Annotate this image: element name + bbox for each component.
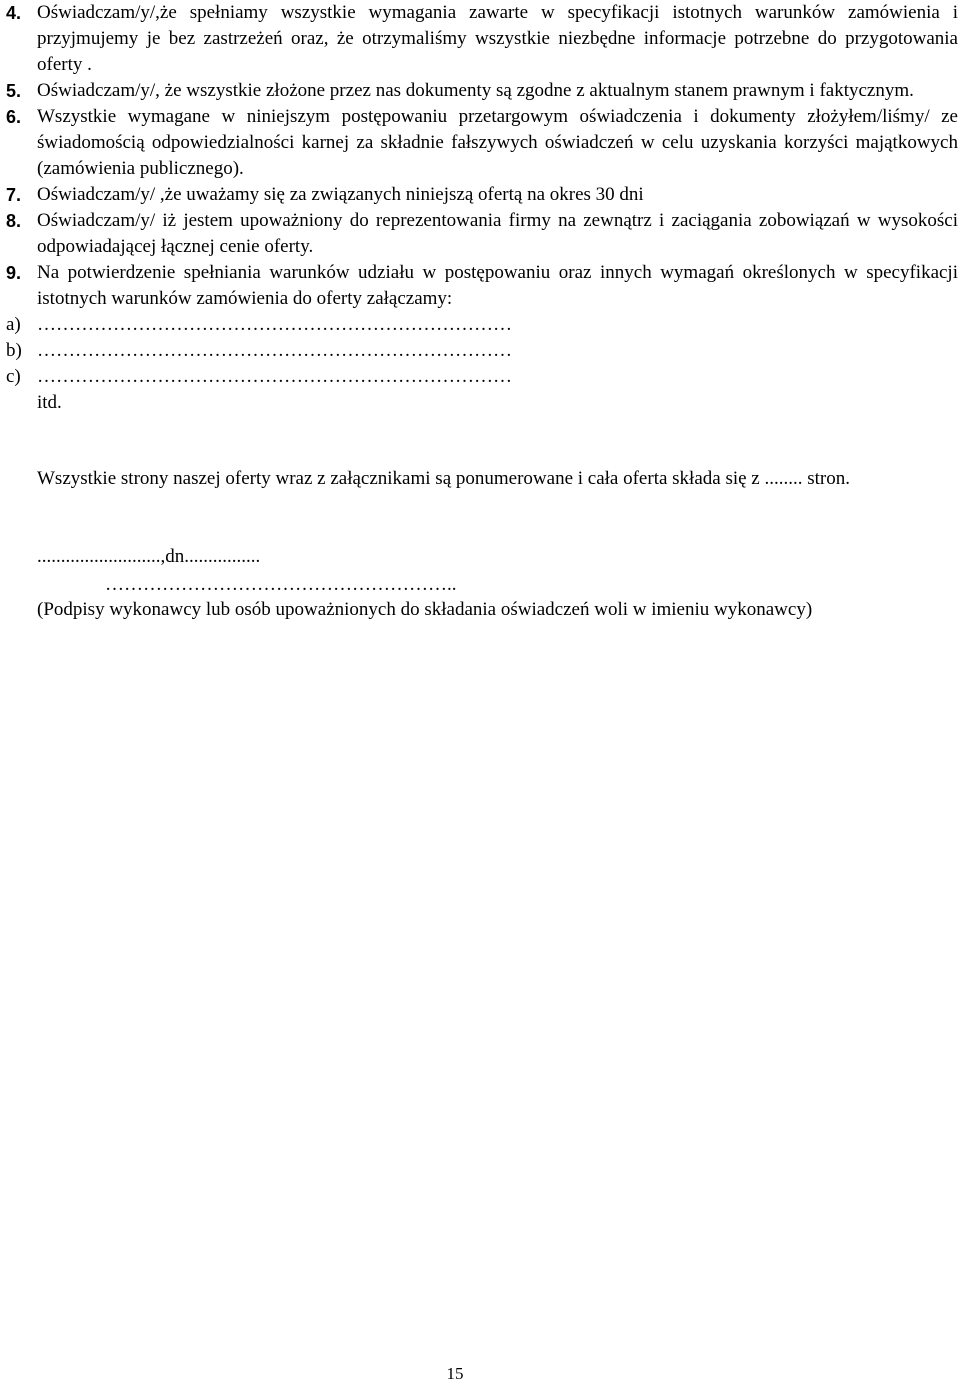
attachment-line-b — [6, 338, 958, 364]
item-number: 7. — [6, 185, 22, 205]
place-date-line: ..........................,dn................ — [37, 546, 261, 567]
declaration-item-6 — [6, 104, 958, 182]
item-number: 6. — [6, 107, 22, 127]
item-text: Wszystkie wymagane w niniejszym postępowaniu przetargowym oświadczenia i dokumenty złożyłem/liśmy/ ze świadomością odpowiedzialności karnej za składnie fałszywych oświadczeń w celu uzyskania korzyści majątkowych (zamówienia publicznego). — [37, 106, 958, 179]
attachment-letter: b) — [6, 340, 22, 361]
signature-caption: (Podpisy wykonawcy lub osób upoważnionych do składania oświadczeń woli w imieniu wykonawcy) — [37, 599, 813, 620]
item-number: 4. — [6, 3, 22, 23]
item-number: 8. — [6, 211, 22, 231]
item-text: Oświadczam/y/,że spełniamy wszystkie wymagania zawarte w specyfikacji istotnych warunków zamówienia i przyjmujemy je bez zastrzeżeń oraz, że otrzymaliśmy wszystkie niezbędne informacje potrzebne do przygotowania oferty . — [37, 2, 958, 75]
declaration-item-9 — [6, 260, 958, 312]
declaration-item-5 — [6, 78, 958, 104]
declaration-item-4 — [6, 0, 958, 78]
declarations-list — [6, 0, 958, 416]
attachment-letter: a) — [6, 314, 21, 335]
item-text: Oświadczam/y/ ,że uważamy się za związanych niniejszą ofertą na okres 30 dni — [37, 184, 644, 205]
item-text: Na potwierdzenie spełniania warunków udziału w postępowaniu oraz innych wymagań określonych w specyfikacji istotnych warunków zamówienia do oferty załączamy: — [37, 262, 958, 309]
item-text: Oświadczam/y/ iż jestem upoważniony do reprezentowania firmy na zewnątrz i zaciągania zobowiązań w wysokości odpowiadającej łącznej cenie oferty. — [37, 210, 958, 257]
page-count-statement: Wszystkie strony naszej oferty wraz z załącznikami są ponumerowane i cała oferta składa się z ........ stron. — [37, 468, 850, 489]
declaration-item-8 — [6, 208, 958, 260]
page-number: 15 — [446, 1364, 464, 1383]
attachment-blank: ………………………………………………………………… — [37, 340, 512, 361]
attachment-line-c — [6, 364, 958, 390]
attachment-line-a — [6, 312, 958, 338]
item-number: 5. — [6, 81, 22, 101]
attachment-etc: itd. — [37, 392, 62, 413]
attachment-letter: c) — [6, 366, 21, 387]
attachment-blank: ………………………………………………………………… — [37, 366, 512, 387]
attachment-blank: ………………………………………………………………… — [37, 314, 512, 335]
signature-line: ……………………………………………….. — [105, 574, 457, 595]
item-text: Oświadczam/y/, że wszystkie złożone przez nas dokumenty są zgodne z aktualnym stanem prawnym i faktycznym. — [37, 80, 914, 101]
declaration-item-7 — [6, 182, 958, 208]
item-number: 9. — [6, 263, 22, 283]
